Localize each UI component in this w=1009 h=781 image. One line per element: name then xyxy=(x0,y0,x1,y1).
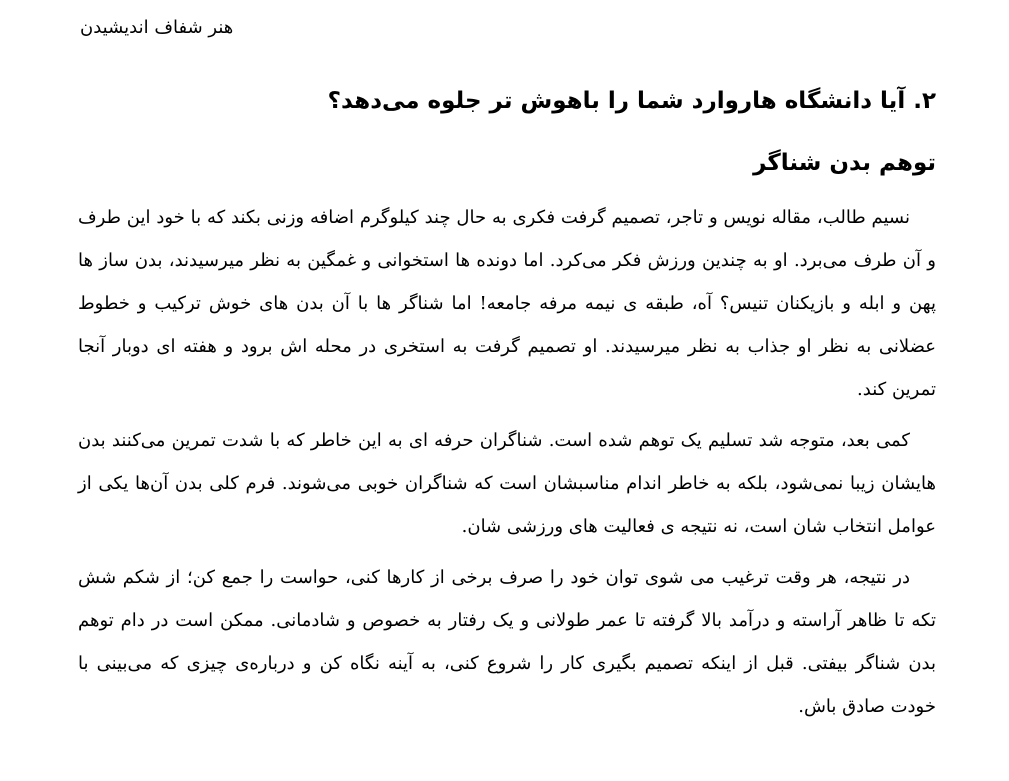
paragraph: نسیم طالب، مقاله نویس و تاجر، تصمیم گرفت فکری به حال چند کیلوگرم اضافه وزنی بکند که با خود این طرف و آن طرف می‌برد. او به چندین ورزش فکر می‌کرد. اما دونده ها استخوانی و غمگین به نظر میرسیدند، بدن ساز ها پهن و ابله و بازیکنان تنیس؟ آه، طبقه ی نیمه مرفه جامعه! اما شناگر ها با آن بدن های خوش ترکیب و خطوط عضلانی به نظر او جذاب به نظر میرسیدند. او تصمیم گرفت به استخری در محله اش برود و هفته ای دوبار آنجا تمرین کند. xyxy=(78,207,937,400)
chapter-heading: ۲. آیا دانشگاه هاروارد شما را باهوش تر جلوه می‌دهد؟ xyxy=(327,88,936,114)
paragraph: کمی بعد، متوجه شد تسلیم یک توهم شده است. شناگران حرفه ای به این خاطر که با شدت تمرین می‌کنند بدن هایشان زیبا نمی‌شود، بلکه به خاطر اندام مناسبشان است که شناگران خوبی می‌شوند. فرم کلی بدن آن‌ها یکی از عوامل انتخاب شان است، نه نتیجه ی فعالیت های ورزشی شان. xyxy=(78,430,936,537)
section-heading: توهم بدن شناگر xyxy=(753,150,936,176)
paragraph: در نتیجه، هر وقت ترغیب می شوی توان خود را صرف برخی از کارها کنی، حواست را جمع کن؛ از شکم شش تکه تا ظاهر آراسته و درآمد بالا گرفته تا عمر طولانی و یک رفتار به خصوص و شادمانی. ممکن است در دام توهم بدن شناگر بیفتی. قبل از اینکه تصمیم بگیری کار را شروع کنی، به آینه نگاه کن و درباره‌ی چیزی که می‌بینی با خودت صادق باش. xyxy=(78,567,936,717)
running-header-title: هنر شفاف اندیشیدن xyxy=(80,17,234,38)
document-body xyxy=(78,82,936,728)
